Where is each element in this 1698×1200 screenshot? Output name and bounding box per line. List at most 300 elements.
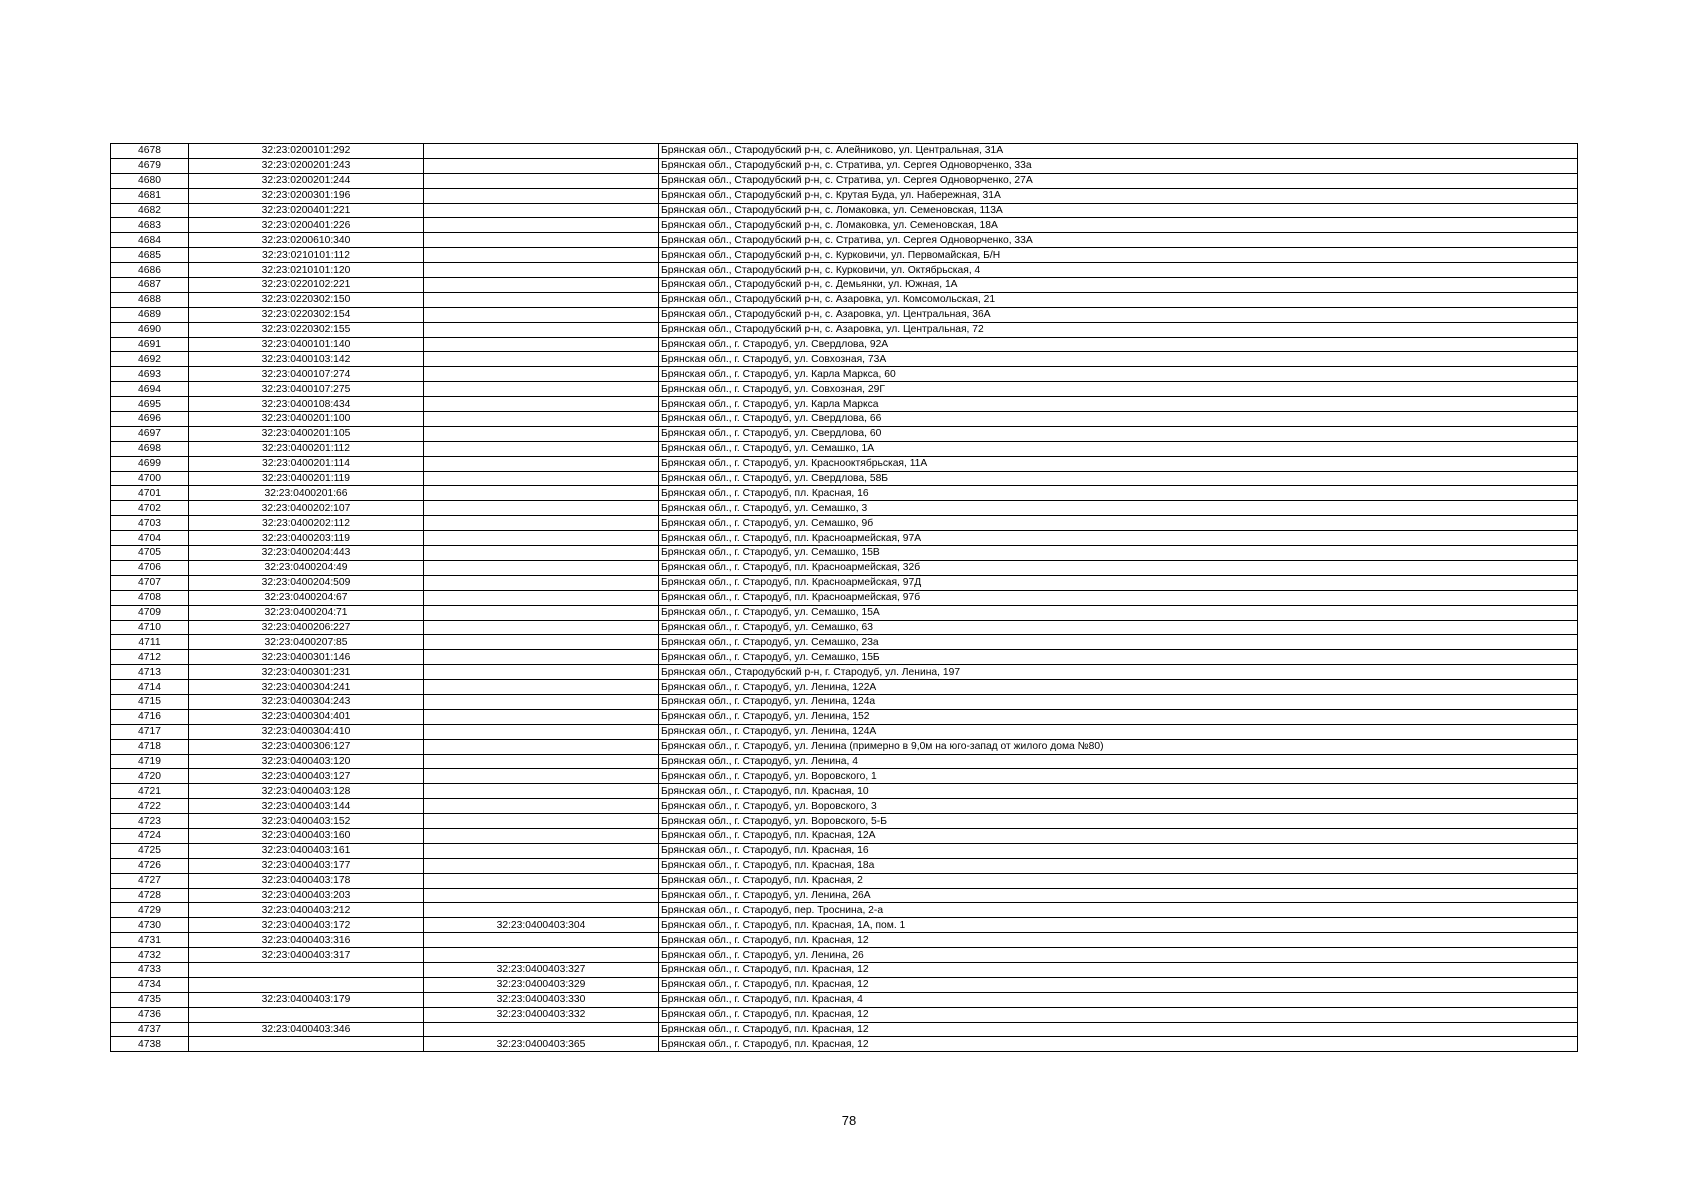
cadastral-number-cell: 32:23:0200201:243	[189, 158, 424, 173]
cadastral-number-cell: 32:23:0400403:144	[189, 799, 424, 814]
second-cadastral-number-cell	[424, 709, 659, 724]
cadastral-number-cell: 32:23:0400108:434	[189, 397, 424, 412]
table-row	[111, 858, 1578, 873]
second-cadastral-number-cell	[424, 948, 659, 963]
address-cell: Брянская обл., г. Стародуб, пл. Красная, 12	[659, 1022, 1578, 1037]
address-cell: Брянская обл., г. Стародуб, пл. Красная, 12	[659, 933, 1578, 948]
row-number-cell: 4731	[111, 933, 189, 948]
second-cadastral-number-cell	[424, 933, 659, 948]
address-cell: Брянская обл., Стародубский р-н, с. Курковичи, ул. Первомайская, Б/Н	[659, 248, 1578, 263]
second-cadastral-number-cell	[424, 590, 659, 605]
address-cell: Брянская обл., г. Стародуб, пл. Красная, 16	[659, 843, 1578, 858]
table-row	[111, 397, 1578, 412]
second-cadastral-number-cell	[424, 203, 659, 218]
second-cadastral-number-cell	[424, 858, 659, 873]
second-cadastral-number-cell	[424, 188, 659, 203]
row-number-cell: 4708	[111, 590, 189, 605]
table-row	[111, 471, 1578, 486]
second-cadastral-number-cell	[424, 367, 659, 382]
second-cadastral-number-cell	[424, 144, 659, 159]
address-cell: Брянская обл., г. Стародуб, ул. Семашко, 15В	[659, 546, 1578, 561]
cadastral-number-cell: 32:23:0200401:226	[189, 218, 424, 233]
second-cadastral-number-cell	[424, 531, 659, 546]
second-cadastral-number-cell	[424, 337, 659, 352]
cadastral-number-cell: 32:23:0400201:114	[189, 456, 424, 471]
row-number-cell: 4682	[111, 203, 189, 218]
cadastral-number-cell: 32:23:0400403:316	[189, 933, 424, 948]
second-cadastral-number-cell	[424, 828, 659, 843]
cadastral-number-cell: 32:23:0400204:509	[189, 575, 424, 590]
address-cell: Брянская обл., г. Стародуб, ул. Ленина, 122А	[659, 680, 1578, 695]
address-cell: Брянская обл., Стародубский р-н, с. Стратива, ул. Сергея Одноворченко, 27А	[659, 173, 1578, 188]
cadastral-number-cell: 32:23:0400204:443	[189, 546, 424, 561]
row-number-cell: 4724	[111, 828, 189, 843]
cadastral-number-cell: 32:23:0400304:241	[189, 680, 424, 695]
table-row	[111, 888, 1578, 903]
table-row	[111, 367, 1578, 382]
row-number-cell: 4686	[111, 263, 189, 278]
address-cell: Брянская обл., г. Стародуб, ул. Воровского, 5-Б	[659, 814, 1578, 829]
row-number-cell: 4726	[111, 858, 189, 873]
row-number-cell: 4704	[111, 531, 189, 546]
row-number-cell: 4696	[111, 412, 189, 427]
row-number-cell: 4684	[111, 233, 189, 248]
cadastral-number-cell: 32:23:0400202:107	[189, 501, 424, 516]
cadastral-number-cell: 32:23:0200201:244	[189, 173, 424, 188]
row-number-cell: 4727	[111, 873, 189, 888]
row-number-cell: 4698	[111, 441, 189, 456]
table-row	[111, 486, 1578, 501]
second-cadastral-number-cell	[424, 620, 659, 635]
cadastral-number-cell: 32:23:0400403:178	[189, 873, 424, 888]
cadastral-number-cell: 32:23:0400301:146	[189, 650, 424, 665]
cadastral-number-cell: 32:23:0400304:243	[189, 694, 424, 709]
cadastral-number-cell: 32:23:0400304:410	[189, 724, 424, 739]
row-number-cell: 4705	[111, 546, 189, 561]
table-row	[111, 873, 1578, 888]
table-row	[111, 263, 1578, 278]
cadastral-number-cell: 32:23:0400301:231	[189, 665, 424, 680]
second-cadastral-number-cell	[424, 903, 659, 918]
address-cell: Брянская обл., Стародубский р-н, с. Демьянки, ул. Южная, 1А	[659, 278, 1578, 293]
row-number-cell: 4685	[111, 248, 189, 263]
cadastral-number-cell: 32:23:0400403:203	[189, 888, 424, 903]
row-number-cell: 4734	[111, 977, 189, 992]
table-row	[111, 769, 1578, 784]
table-row	[111, 962, 1578, 977]
address-cell: Брянская обл., г. Стародуб, ул. Ленина, 4	[659, 754, 1578, 769]
table-row	[111, 918, 1578, 933]
table-row	[111, 203, 1578, 218]
address-cell: Брянская обл., Стародубский р-н, г. Стародуб, ул. Ленина, 197	[659, 665, 1578, 680]
address-cell: Брянская обл., г. Стародуб, ул. Карла Маркса	[659, 397, 1578, 412]
row-number-cell: 4715	[111, 694, 189, 709]
cadastral-number-cell: 32:23:0400204:67	[189, 590, 424, 605]
cadastral-number-cell: 32:23:0400403:179	[189, 992, 424, 1007]
row-number-cell: 4687	[111, 278, 189, 293]
address-cell: Брянская обл., Стародубский р-н, с. Курковичи, ул. Октябрьская, 4	[659, 263, 1578, 278]
table-row	[111, 278, 1578, 293]
address-cell: Брянская обл., г. Стародуб, ул. Свердлова, 60	[659, 426, 1578, 441]
row-number-cell: 4713	[111, 665, 189, 680]
second-cadastral-number-cell	[424, 516, 659, 531]
table-row	[111, 739, 1578, 754]
row-number-cell: 4710	[111, 620, 189, 635]
cadastral-number-cell: 32:23:0400403:128	[189, 784, 424, 799]
address-cell: Брянская обл., г. Стародуб, пл. Красная, 2	[659, 873, 1578, 888]
address-cell: Брянская обл., г. Стародуб, ул. Краснооктябрьская, 11А	[659, 456, 1578, 471]
table-row	[111, 158, 1578, 173]
table-row	[111, 799, 1578, 814]
address-cell: Брянская обл., Стародубский р-н, с. Азаровка, ул. Комсомольская, 21	[659, 292, 1578, 307]
cadastral-number-cell: 32:23:0400403:160	[189, 828, 424, 843]
row-number-cell: 4714	[111, 680, 189, 695]
table-row	[111, 248, 1578, 263]
address-cell: Брянская обл., г. Стародуб, пл. Красная, 12	[659, 977, 1578, 992]
address-cell: Брянская обл., г. Стародуб, пл. Красная, 12	[659, 962, 1578, 977]
cadastral-number-cell: 32:23:0400403:120	[189, 754, 424, 769]
address-cell: Брянская обл., г. Стародуб, пер. Троснина, 2-а	[659, 903, 1578, 918]
second-cadastral-number-cell	[424, 248, 659, 263]
table-row	[111, 620, 1578, 635]
second-cadastral-number-cell	[424, 680, 659, 695]
row-number-cell: 4716	[111, 709, 189, 724]
row-number-cell: 4693	[111, 367, 189, 382]
table-row	[111, 843, 1578, 858]
cadastral-number-cell: 32:23:0400202:112	[189, 516, 424, 531]
table-row	[111, 546, 1578, 561]
table-row	[111, 218, 1578, 233]
table-row	[111, 292, 1578, 307]
table-row	[111, 412, 1578, 427]
cadastral-number-cell: 32:23:0400403:161	[189, 843, 424, 858]
address-cell: Брянская обл., г. Стародуб, пл. Красноармейская, 97А	[659, 531, 1578, 546]
address-cell: Брянская обл., г. Стародуб, ул. Семашко, 9б	[659, 516, 1578, 531]
cadastral-number-cell	[189, 1037, 424, 1052]
table-row	[111, 590, 1578, 605]
table-row	[111, 352, 1578, 367]
second-cadastral-number-cell	[424, 843, 659, 858]
address-cell: Брянская обл., Стародубский р-н, с. Азаровка, ул. Центральная, 36А	[659, 307, 1578, 322]
row-number-cell: 4723	[111, 814, 189, 829]
row-number-cell: 4699	[111, 456, 189, 471]
row-number-cell: 4737	[111, 1022, 189, 1037]
address-cell: Брянская обл., г. Стародуб, ул. Ленина, 124А	[659, 724, 1578, 739]
table-row	[111, 441, 1578, 456]
table-row	[111, 144, 1578, 159]
second-cadastral-number-cell	[424, 426, 659, 441]
cadastral-number-cell: 32:23:0400201:66	[189, 486, 424, 501]
cadastral-number-cell: 32:23:0210101:120	[189, 263, 424, 278]
address-cell: Брянская обл., г. Стародуб, ул. Воровского, 1	[659, 769, 1578, 784]
second-cadastral-number-cell	[424, 769, 659, 784]
table-row	[111, 173, 1578, 188]
row-number-cell: 4709	[111, 605, 189, 620]
cadastral-number-cell: 32:23:0400403:152	[189, 814, 424, 829]
row-number-cell: 4681	[111, 188, 189, 203]
cadastral-number-cell: 32:23:0200401:221	[189, 203, 424, 218]
second-cadastral-number-cell	[424, 560, 659, 575]
page-number: 78	[841, 1113, 857, 1128]
second-cadastral-number-cell	[424, 635, 659, 650]
cadastral-number-cell: 32:23:0220102:221	[189, 278, 424, 293]
table-row	[111, 1007, 1578, 1022]
address-cell: Брянская обл., г. Стародуб, ул. Свердлова, 66	[659, 412, 1578, 427]
second-cadastral-number-cell: 32:23:0400403:329	[424, 977, 659, 992]
cadastral-number-cell: 32:23:0400201:119	[189, 471, 424, 486]
row-number-cell: 4688	[111, 292, 189, 307]
row-number-cell: 4728	[111, 888, 189, 903]
row-number-cell: 4679	[111, 158, 189, 173]
cadastral-number-cell: 32:23:0400403:317	[189, 948, 424, 963]
cadastral-number-cell: 32:23:0400207:85	[189, 635, 424, 650]
table-row	[111, 426, 1578, 441]
second-cadastral-number-cell	[424, 575, 659, 590]
table-row	[111, 948, 1578, 963]
row-number-cell: 4680	[111, 173, 189, 188]
second-cadastral-number-cell	[424, 814, 659, 829]
second-cadastral-number-cell: 32:23:0400403:304	[424, 918, 659, 933]
address-cell: Брянская обл., г. Стародуб, ул. Ленина, 26	[659, 948, 1578, 963]
row-number-cell: 4733	[111, 962, 189, 977]
second-cadastral-number-cell: 32:23:0400403:327	[424, 962, 659, 977]
address-cell: Брянская обл., Стародубский р-н, с. Ломаковка, ул. Семеновская, 113А	[659, 203, 1578, 218]
second-cadastral-number-cell	[424, 278, 659, 293]
address-cell: Брянская обл., г. Стародуб, ул. Воровского, 3	[659, 799, 1578, 814]
second-cadastral-number-cell	[424, 873, 659, 888]
table-row	[111, 307, 1578, 322]
row-number-cell: 4725	[111, 843, 189, 858]
table-body	[111, 144, 1578, 1052]
table-row	[111, 694, 1578, 709]
second-cadastral-number-cell	[424, 412, 659, 427]
cadastral-number-cell: 32:23:0400201:112	[189, 441, 424, 456]
cadastral-number-cell: 32:23:0210101:112	[189, 248, 424, 263]
address-cell: Брянская обл., г. Стародуб, пл. Красная, 12	[659, 1037, 1578, 1052]
address-cell: Брянская обл., г. Стародуб, пл. Красная, 10	[659, 784, 1578, 799]
row-number-cell: 4736	[111, 1007, 189, 1022]
table-row	[111, 605, 1578, 620]
row-number-cell: 4711	[111, 635, 189, 650]
cadastral-number-cell: 32:23:0400204:49	[189, 560, 424, 575]
address-cell: Брянская обл., г. Стародуб, ул. Ленина, 26А	[659, 888, 1578, 903]
second-cadastral-number-cell	[424, 382, 659, 397]
table-row	[111, 560, 1578, 575]
address-cell: Брянская обл., г. Стародуб, пл. Красная, 1А, пом. 1	[659, 918, 1578, 933]
row-number-cell: 4691	[111, 337, 189, 352]
row-number-cell: 4718	[111, 739, 189, 754]
row-number-cell: 4735	[111, 992, 189, 1007]
address-cell: Брянская обл., Стародубский р-н, с. Крутая Буда, ул. Набережная, 31А	[659, 188, 1578, 203]
table-row	[111, 382, 1578, 397]
cadastral-number-cell: 32:23:0400306:127	[189, 739, 424, 754]
cadastral-number-cell	[189, 977, 424, 992]
table-row	[111, 575, 1578, 590]
row-number-cell: 4712	[111, 650, 189, 665]
table-row	[111, 233, 1578, 248]
address-cell: Брянская обл., Стародубский р-н, с. Стратива, ул. Сергея Одноворченко, 33а	[659, 158, 1578, 173]
row-number-cell: 4706	[111, 560, 189, 575]
address-cell: Брянская обл., г. Стародуб, пл. Красноармейская, 97Д	[659, 575, 1578, 590]
cadastral-number-cell: 32:23:0220302:150	[189, 292, 424, 307]
cadastral-number-cell: 32:23:0400403:127	[189, 769, 424, 784]
address-cell: Брянская обл., г. Стародуб, ул. Семашко, 23а	[659, 635, 1578, 650]
second-cadastral-number-cell	[424, 173, 659, 188]
cadastral-number-cell: 32:23:0400403:172	[189, 918, 424, 933]
cadastral-number-cell: 32:23:0400403:177	[189, 858, 424, 873]
table-row	[111, 665, 1578, 680]
second-cadastral-number-cell	[424, 501, 659, 516]
address-cell: Брянская обл., г. Стародуб, пл. Красная, 4	[659, 992, 1578, 1007]
second-cadastral-number-cell	[424, 665, 659, 680]
table-row	[111, 933, 1578, 948]
cadastral-number-cell	[189, 1007, 424, 1022]
cadastral-number-cell: 32:23:0400103:142	[189, 352, 424, 367]
address-cell: Брянская обл., г. Стародуб, пл. Красная, 12А	[659, 828, 1578, 843]
row-number-cell: 4692	[111, 352, 189, 367]
address-cell: Брянская обл., г. Стародуб, ул. Ленина, 152	[659, 709, 1578, 724]
row-number-cell: 4678	[111, 144, 189, 159]
address-cell: Брянская обл., г. Стародуб, ул. Ленина (примерно в 9,0м на юго-запад от жилого дома №80)	[659, 739, 1578, 754]
cadastral-number-cell: 32:23:0200101:292	[189, 144, 424, 159]
second-cadastral-number-cell	[424, 352, 659, 367]
cadastral-number-cell: 32:23:0400304:401	[189, 709, 424, 724]
address-cell: Брянская обл., г. Стародуб, пл. Красная, 18а	[659, 858, 1578, 873]
address-cell: Брянская обл., г. Стародуб, пл. Красноармейская, 32б	[659, 560, 1578, 575]
address-cell: Брянская обл., г. Стародуб, ул. Совхозная, 29Г	[659, 382, 1578, 397]
cadastral-number-cell: 32:23:0400201:100	[189, 412, 424, 427]
second-cadastral-number-cell	[424, 784, 659, 799]
address-cell: Брянская обл., г. Стародуб, ул. Ленина, 124а	[659, 694, 1578, 709]
row-number-cell: 4702	[111, 501, 189, 516]
address-cell: Брянская обл., г. Стародуб, ул. Свердлова, 58Б	[659, 471, 1578, 486]
second-cadastral-number-cell	[424, 471, 659, 486]
table-row	[111, 501, 1578, 516]
row-number-cell: 4738	[111, 1037, 189, 1052]
second-cadastral-number-cell: 32:23:0400403:365	[424, 1037, 659, 1052]
table-row	[111, 635, 1578, 650]
second-cadastral-number-cell	[424, 397, 659, 412]
second-cadastral-number-cell	[424, 292, 659, 307]
second-cadastral-number-cell	[424, 218, 659, 233]
cadastral-number-cell: 32:23:0220302:154	[189, 307, 424, 322]
table-row	[111, 709, 1578, 724]
table-row	[111, 828, 1578, 843]
table-row	[111, 724, 1578, 739]
row-number-cell: 4690	[111, 322, 189, 337]
address-cell: Брянская обл., г. Стародуб, ул. Семашко, 15А	[659, 605, 1578, 620]
table-row	[111, 650, 1578, 665]
table-row	[111, 992, 1578, 1007]
address-cell: Брянская обл., г. Стародуб, ул. Совхозная, 73А	[659, 352, 1578, 367]
cadastral-number-cell: 32:23:0400204:71	[189, 605, 424, 620]
row-number-cell: 4697	[111, 426, 189, 441]
cadastral-number-cell: 32:23:0400403:212	[189, 903, 424, 918]
table-row	[111, 1022, 1578, 1037]
table-row	[111, 814, 1578, 829]
row-number-cell: 4720	[111, 769, 189, 784]
property-table	[110, 143, 1578, 1052]
table-row	[111, 456, 1578, 471]
cadastral-number-cell: 32:23:0400107:275	[189, 382, 424, 397]
address-cell: Брянская обл., г. Стародуб, пл. Красноармейская, 97б	[659, 590, 1578, 605]
address-cell: Брянская обл., Стародубский р-н, с. Стратива, ул. Сергея Одноворченко, 33А	[659, 233, 1578, 248]
table-row	[111, 531, 1578, 546]
row-number-cell: 4689	[111, 307, 189, 322]
row-number-cell: 4722	[111, 799, 189, 814]
cadastral-number-cell: 32:23:0400201:105	[189, 426, 424, 441]
row-number-cell: 4730	[111, 918, 189, 933]
row-number-cell: 4703	[111, 516, 189, 531]
address-cell: Брянская обл., г. Стародуб, ул. Семашко, 3	[659, 501, 1578, 516]
row-number-cell: 4721	[111, 784, 189, 799]
table-row	[111, 516, 1578, 531]
table-row	[111, 754, 1578, 769]
row-number-cell: 4732	[111, 948, 189, 963]
cadastral-number-cell: 32:23:0400101:140	[189, 337, 424, 352]
second-cadastral-number-cell	[424, 724, 659, 739]
second-cadastral-number-cell	[424, 263, 659, 278]
cadastral-number-cell: 32:23:0200301:196	[189, 188, 424, 203]
second-cadastral-number-cell	[424, 233, 659, 248]
row-number-cell: 4729	[111, 903, 189, 918]
row-number-cell: 4719	[111, 754, 189, 769]
table-row	[111, 337, 1578, 352]
second-cadastral-number-cell	[424, 158, 659, 173]
address-cell: Брянская обл., г. Стародуб, ул. Семашко, 63	[659, 620, 1578, 635]
row-number-cell: 4683	[111, 218, 189, 233]
address-cell: Брянская обл., г. Стародуб, пл. Красная, 12	[659, 1007, 1578, 1022]
second-cadastral-number-cell	[424, 322, 659, 337]
second-cadastral-number-cell	[424, 650, 659, 665]
second-cadastral-number-cell	[424, 694, 659, 709]
address-cell: Брянская обл., Стародубский р-н, с. Ломаковка, ул. Семеновская, 18А	[659, 218, 1578, 233]
row-number-cell: 4700	[111, 471, 189, 486]
second-cadastral-number-cell	[424, 1022, 659, 1037]
row-number-cell: 4694	[111, 382, 189, 397]
address-cell: Брянская обл., г. Стародуб, ул. Карла Маркса, 60	[659, 367, 1578, 382]
cadastral-number-cell: 32:23:0400203:119	[189, 531, 424, 546]
table-row	[111, 1037, 1578, 1052]
address-cell: Брянская обл., г. Стародуб, ул. Семашко, 15Б	[659, 650, 1578, 665]
address-cell: Брянская обл., г. Стародуб, ул. Семашко, 1А	[659, 441, 1578, 456]
cadastral-number-cell: 32:23:0200610:340	[189, 233, 424, 248]
row-number-cell: 4717	[111, 724, 189, 739]
cadastral-number-cell	[189, 962, 424, 977]
second-cadastral-number-cell	[424, 546, 659, 561]
row-number-cell: 4695	[111, 397, 189, 412]
second-cadastral-number-cell: 32:23:0400403:330	[424, 992, 659, 1007]
second-cadastral-number-cell	[424, 307, 659, 322]
table-row	[111, 322, 1578, 337]
address-cell: Брянская обл., г. Стародуб, ул. Свердлова, 92А	[659, 337, 1578, 352]
second-cadastral-number-cell	[424, 754, 659, 769]
cadastral-number-cell: 32:23:0400403:346	[189, 1022, 424, 1037]
table-row	[111, 784, 1578, 799]
second-cadastral-number-cell	[424, 441, 659, 456]
second-cadastral-number-cell	[424, 799, 659, 814]
cadastral-number-cell: 32:23:0220302:155	[189, 322, 424, 337]
second-cadastral-number-cell	[424, 888, 659, 903]
row-number-cell: 4707	[111, 575, 189, 590]
table-row	[111, 903, 1578, 918]
second-cadastral-number-cell	[424, 605, 659, 620]
second-cadastral-number-cell	[424, 739, 659, 754]
table-row	[111, 977, 1578, 992]
cadastral-number-cell: 32:23:0400107:274	[189, 367, 424, 382]
second-cadastral-number-cell	[424, 456, 659, 471]
address-cell: Брянская обл., Стародубский р-н, с. Азаровка, ул. Центральная, 72	[659, 322, 1578, 337]
